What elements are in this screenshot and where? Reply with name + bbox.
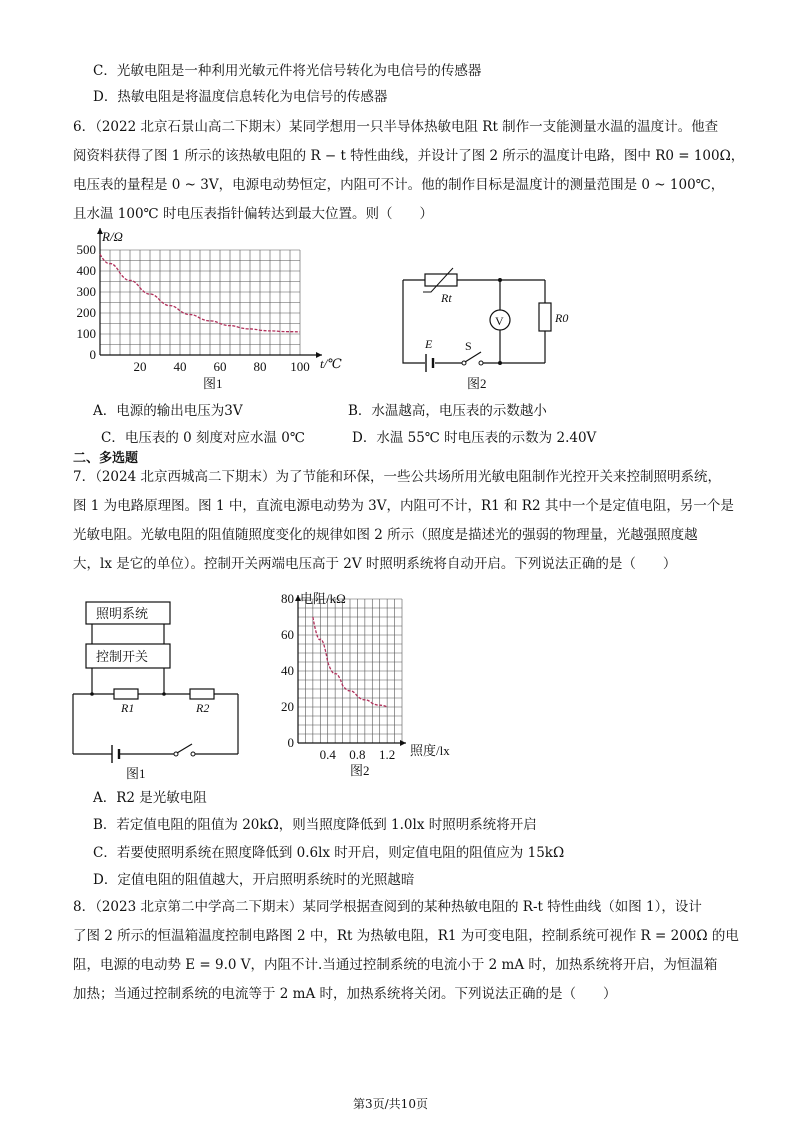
q7-line-2: 图 1 为电路原理图。图 1 中，直流电源电动势为 3V，内阻可不计，R1 和 R2 其中一个是定值电阻，另一个是 (73, 498, 734, 514)
chart-rt-figure (68, 228, 353, 393)
q8-line-4: 加热；当通过控制系统的电流等于 2 mA 时，加热系统将关闭。下列说法正确的是（ ） (73, 986, 617, 1002)
q6-option-b: B．水温越高，电压表的示数越小 (348, 403, 547, 419)
chart2-caption: 图2 (350, 763, 370, 778)
thermistor-symbol (425, 274, 457, 286)
section-heading: 二、多选题 (73, 451, 139, 466)
x-tick-label: 0.8 (349, 747, 366, 762)
y-tick-label: 60 (281, 627, 294, 642)
chart1-caption: 图1 (203, 376, 223, 391)
label-r1: R1 (121, 701, 135, 715)
x-axis-arrow-icon (400, 740, 406, 746)
q7-line-4: 大，lx 是它的单位）。控制开关两端电压高于 2V 时照明系统将自动开启。下列说法正确的是（ ） (73, 556, 677, 572)
y-tick-label: 200 (76, 305, 96, 320)
label-s: S (465, 339, 472, 353)
q7-line-3: 光敏电阻。光敏电阻的阻值随照度变化的规律如图 2 所示（照度是描述光的强弱的物理量，光越强照度越 (73, 527, 698, 543)
q7-option-d: D．定值电阻的阻值越大，开启照明系统时的光照越暗 (93, 872, 415, 888)
chart-resistance-illuminance-figure (280, 585, 480, 780)
q8-line-2: 了图 2 所示的恒温箱温度控制电路图 2 中，Rt 为热敏电阻，R1 为可变电阻，控制系统可视作 R = 200Ω 的电 (73, 928, 739, 944)
q6-line-2: 阅资料获得了图 1 所示的该热敏电阻的 R − t 特性曲线，并设计了图 2 所示的温度计电路，图中 R0 = 100Ω， (73, 148, 745, 164)
x-tick-label: 80 (253, 359, 267, 374)
q7-option-a: A．R2 是光敏电阻 (93, 790, 207, 806)
y-tick-label: 100 (76, 326, 96, 341)
circuit-light-control-figure (66, 598, 246, 783)
x-tick-label: 40 (173, 359, 187, 374)
chart1-axes (97, 228, 322, 358)
label-control-switch: 控制开关 (96, 649, 149, 664)
chart2-grid (298, 599, 402, 743)
y-tick-label: 0 (89, 347, 96, 362)
y-tick-label: 0 (287, 735, 294, 750)
chart2-axes (295, 595, 406, 746)
circuit1-caption: 图1 (126, 766, 146, 781)
switch-lever-icon (177, 744, 192, 753)
resistor-r0 (539, 303, 551, 331)
y-tick-label: 500 (76, 242, 96, 257)
circuit-thermometer-figure (395, 238, 569, 393)
q6-line-3: 电压表的量程是 0 ~ 3V，电源电动势恒定，内阻可不计。他的制作目标是温度计的测量范围是 0 ~ 100℃， (73, 177, 725, 193)
q7-line-1: 7．（2024 北京西城高二下期末）为了节能和环保，一些公共场所用光敏电阻制作光控开关来控制照明系统， (73, 469, 721, 485)
junction-top (498, 278, 502, 282)
label-r0: R0 (555, 311, 569, 325)
label-lighting-system: 照明系统 (96, 606, 149, 621)
option-q5-d: D．热敏电阻是将温度信息转化为电信号的传感器 (93, 89, 388, 105)
resistor-r2 (190, 689, 214, 699)
q6-option-a: A．电源的输出电压为3V (93, 403, 243, 419)
y-tick-label: 20 (281, 699, 294, 714)
option-q5-c: C．光敏电阻是一种利用光敏元件将光信号转化为电信号的传感器 (93, 63, 482, 79)
switch-contact (479, 361, 483, 365)
y-tick-label: 400 (76, 263, 96, 278)
switch-lever-icon (465, 352, 481, 362)
x-tick-label: 20 (133, 359, 147, 374)
resistor-r1 (114, 689, 138, 699)
chart2-xlabel: 照度/lx (410, 743, 450, 758)
chart2-ylabel: 电阻/kΩ (300, 591, 346, 606)
q7-option-c: C．若要使照明系统在照度降低到 0.6lx 时开启，则定值电阻的阻值应为 15kΩ (93, 845, 565, 861)
y-tick-label: 80 (281, 591, 294, 606)
label-r2: R2 (196, 701, 210, 715)
chart1-tick-labels (77, 242, 310, 374)
x-tick-label: 60 (213, 359, 227, 374)
q6-line-4: 且水温 100℃ 时电压表指针偏转达到最大位置。则（ ） (73, 206, 433, 222)
circuit2-caption: 图2 (467, 376, 487, 391)
wire-left (403, 280, 425, 363)
x-tick-label: 1.2 (379, 747, 396, 762)
junction-bottom (498, 361, 502, 365)
label-rt: Rt (441, 291, 452, 305)
label-v: V (495, 314, 504, 328)
x-tick-label: 0.4 (319, 747, 336, 762)
chart1-grid (100, 250, 300, 355)
x-tick-label: 100 (290, 359, 310, 374)
q8-line-3: 阻，电源的电动势 E = 9.0 V，内阻不计.当通过控制系统的电流小于 2 mA 时，加热系统将开启，为恒温箱 (73, 957, 718, 973)
q6-option-c: C．电压表的 0 刻度对应水温 0℃ (101, 430, 305, 446)
chart1-ylabel: R/Ω (102, 229, 123, 244)
y-tick-label: 300 (76, 284, 96, 299)
q6-line-1: 6．（2022 北京石景山高二下期末）某同学想用一只半导体热敏电阻 Rt 制作一支能测量水温的温度计。他查 (73, 119, 719, 135)
y-tick-label: 40 (281, 663, 294, 678)
q7-option-b: B．若定值电阻的阻值为 20kΩ，则当照度降低到 1.0lx 时照明系统将开启 (93, 817, 537, 833)
chart1-xlabel: t/℃ (320, 356, 342, 371)
q8-line-1: 8．（2023 北京第二中学高二下期末）某同学根据查阅到的某种热敏电阻的 R-t 特性曲线（如图 1），设计 (73, 899, 702, 915)
label-e: E (425, 337, 433, 351)
page-footer: 第3页/共10页 (353, 1097, 428, 1111)
q6-option-d: D．水温 55℃ 时电压表的示数为 2.40V (352, 430, 597, 446)
